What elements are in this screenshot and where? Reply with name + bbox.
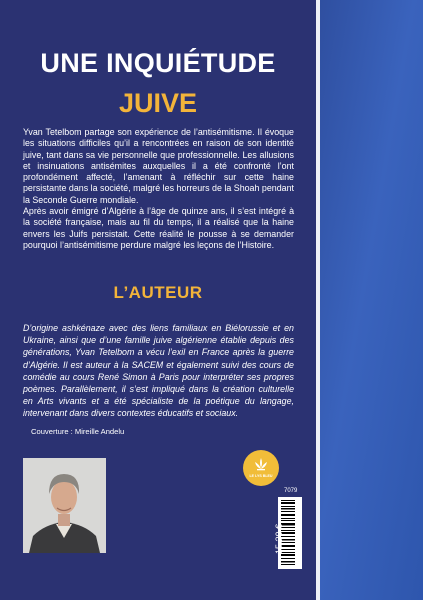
front-cover-edge [320, 0, 423, 600]
author-photo [23, 458, 106, 553]
author-portrait-image [23, 458, 106, 553]
price-label: 15.20 € [274, 523, 284, 555]
title-line-2: JUIVE [118, 88, 198, 118]
lily-icon [243, 450, 279, 486]
synopsis-paragraph-2: Après avoir émigré d’Algérie à l’âge de quinze ans, il s’est intégré à la société française, mais au fil du temps, il a réalisé que la haine envers les Juifs persistait. Cette réalité le pousse à se demander pourquoi l’antisémitisme perdure malgré les leçons de l’Histoire. [23, 206, 294, 250]
author-bio: D’origine ashkénaze avec des liens familiaux en Biélorussie et en Ukraine, ainsi que d’une famille juive algérienne établie depuis des générations, Yvan Tetelbom a vécu l’exil en France après la guerre d’Algérie. Il est auteur à la SACEM et également suivi des cours de comédie au cours René Simon à Paris pour interpréter ses propres poèmes. Parallèlement, il s’est impliqué dans la création culturelle en Arts vivants et a été spécialiste de la poétique du langage, intervenant dans divers contextes éducatifs et sociaux. [23, 323, 294, 419]
synopsis-paragraph-1: Yvan Tetelbom partage son expérience de l’antisémitisme. Il évoque les situations difficiles qu’il a rencontrées en raison de son identité juive, tant dans sa vie personnelle que professionnelle. Les allusions et insinuations antisémites auxquelles il a été confronté l’ont profondément affecté, l’amenant à réfléchir sur cette haine persistante dans la société, malgré les horreurs de la Shoah pendant la Seconde Guerre mondiale. [23, 127, 294, 205]
cover-credit: Couverture : Mireille Andelu [31, 427, 125, 436]
title-line-1: UNE INQUIÉTUDE [40, 48, 276, 78]
publisher-logo [243, 450, 279, 486]
publisher-logo-text: LE LYS BLEU [249, 474, 273, 478]
synopsis [23, 127, 294, 251]
author-heading: L’AUTEUR [113, 283, 203, 302]
product-code: 7079 [284, 488, 298, 494]
